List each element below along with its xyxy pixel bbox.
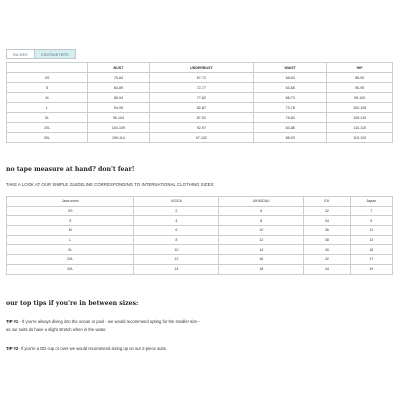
us-ca-cell: 2 (134, 206, 219, 216)
table-row (7, 123, 393, 133)
bust-cell: 94-99 (88, 103, 150, 113)
guideline-heading: no tape measure at hand? don't fear! (6, 166, 135, 173)
waist-cell: 58-63 (254, 73, 327, 83)
bust-cell: 99-104 (88, 113, 150, 123)
us-ca-cell: 8 (134, 235, 219, 245)
table-row (7, 226, 393, 236)
hip-cell: 85-90 (327, 73, 393, 83)
header-us-ca: US/CA (134, 197, 219, 207)
japan-cell: 17 (350, 255, 393, 265)
japan-cell: 7 (350, 206, 393, 216)
table-row (7, 255, 393, 265)
eu-cell: 34 (304, 216, 350, 226)
size-cell: L (7, 103, 88, 113)
hip-cell: 110-115 (327, 123, 393, 133)
size-cell: 3XL (7, 133, 88, 143)
uk-nz-au-cell: 16 (219, 255, 304, 265)
tip-1-line-1: - If you're always diving into the ocean or pool - we would recommend opting for the smaller size - (18, 319, 201, 324)
us-ca-cell: 4 (134, 216, 219, 226)
uk-nz-au-cell: 18 (219, 264, 304, 274)
java-size-cell: 3XL (7, 264, 134, 274)
java-size-cell: XL (7, 245, 134, 255)
table-row (7, 83, 393, 93)
bust-cell: 104-109 (88, 123, 150, 133)
waist-cell: 63-68 (254, 83, 327, 93)
waist-cell: 78-83 (254, 113, 327, 123)
eu-cell: 32 (304, 206, 350, 216)
uk-nz-au-cell: 8 (219, 216, 304, 226)
table-row (7, 73, 393, 83)
header-hip: HIP (327, 63, 393, 73)
eu-cell: 44 (304, 264, 350, 274)
bust-cell: 89-94 (88, 93, 150, 103)
size-conversion-table (6, 196, 393, 275)
header-size (7, 63, 88, 73)
tip-2 (6, 345, 306, 353)
tips-heading: our top tips if you're in between sizes: (6, 300, 139, 307)
hip-cell: 95-100 (327, 93, 393, 103)
java-size-cell: XS (7, 206, 134, 216)
uk-nz-au-cell: 14 (219, 245, 304, 255)
underbust-cell: 72-77 (149, 83, 253, 93)
waist-cell: 88-93 (254, 133, 327, 143)
uk-nz-au-cell: 12 (219, 235, 304, 245)
guideline-subheading: TAKE A LOOK AT OUR SIMPLE GUIDELINE CORRESPONDING TO INTERNATIONAL CLOTHING SIZES: (6, 182, 215, 187)
java-size-cell: M (7, 226, 134, 236)
header-japan: Japan (350, 197, 393, 207)
japan-cell: 19 (350, 264, 393, 274)
size-cell: S (7, 83, 88, 93)
japan-cell: 15 (350, 245, 393, 255)
bust-cell: 84-89 (88, 83, 150, 93)
table-row (7, 113, 393, 123)
size-cell: M (7, 93, 88, 103)
underbust-cell: 67-72 (149, 73, 253, 83)
waist-cell: 68-73 (254, 93, 327, 103)
hip-cell: 90-95 (327, 83, 393, 93)
header-bust: BUST (88, 63, 150, 73)
japan-cell: 9 (350, 216, 393, 226)
size-cell: XL (7, 113, 88, 123)
tip-1-label: TIP #1 (6, 319, 19, 324)
tip-1 (6, 318, 306, 333)
japan-cell: 13 (350, 235, 393, 245)
underbust-cell: 97-102 (149, 133, 253, 143)
hip-cell: 100-105 (327, 103, 393, 113)
us-ca-cell: 10 (134, 245, 219, 255)
table-row (7, 93, 393, 103)
bust-cell: 109-114 (88, 133, 150, 143)
underbust-cell: 77-82 (149, 93, 253, 103)
tab-centimeters[interactable]: CENTIMETERS (35, 49, 76, 59)
header-underbust: UNDERBUST (149, 63, 253, 73)
eu-cell: 42 (304, 255, 350, 265)
table-row (7, 245, 393, 255)
unit-toggle (6, 49, 76, 59)
size-cell: 2XL (7, 123, 88, 133)
hip-cell: 105-110 (327, 113, 393, 123)
java-size-cell: S (7, 216, 134, 226)
table-row (7, 235, 393, 245)
header-java-swim: Java swim (7, 197, 134, 207)
header-eu: EU (304, 197, 350, 207)
header-waist: WAIST (254, 63, 327, 73)
us-ca-cell: 14 (134, 264, 219, 274)
tab-inches[interactable]: INCHES (6, 49, 35, 59)
measurements-header-row (7, 63, 393, 73)
tip-2-line-1: - If you're a DD cup or over we would recommend sizing up on our 2-piece suits. (18, 346, 167, 351)
tip-2-label: TIP #2 (6, 346, 19, 351)
table-row (7, 103, 393, 113)
japan-cell: 11 (350, 226, 393, 236)
underbust-cell: 87-92 (149, 113, 253, 123)
table-row (7, 264, 393, 274)
table-row (7, 133, 393, 143)
table-row (7, 216, 393, 226)
table-row (7, 206, 393, 216)
waist-cell: 83-88 (254, 123, 327, 133)
us-ca-cell: 12 (134, 255, 219, 265)
bust-cell: 79-84 (88, 73, 150, 83)
underbust-cell: 92-97 (149, 123, 253, 133)
header-uk-nz-au: UK/NZ/AU (219, 197, 304, 207)
uk-nz-au-cell: 10 (219, 226, 304, 236)
eu-cell: 36 (304, 226, 350, 236)
conversion-header-row (7, 197, 393, 207)
java-size-cell: 2XL (7, 255, 134, 265)
underbust-cell: 82-87 (149, 103, 253, 113)
us-ca-cell: 6 (134, 226, 219, 236)
uk-nz-au-cell: 6 (219, 206, 304, 216)
measurements-table (6, 62, 393, 143)
hip-cell: 115-120 (327, 133, 393, 143)
eu-cell: 38 (304, 235, 350, 245)
size-cell: XS (7, 73, 88, 83)
eu-cell: 40 (304, 245, 350, 255)
java-size-cell: L (7, 235, 134, 245)
waist-cell: 73-78 (254, 103, 327, 113)
tip-1-line-2: as our suits do have a slight stretch when in the water. (6, 326, 107, 332)
